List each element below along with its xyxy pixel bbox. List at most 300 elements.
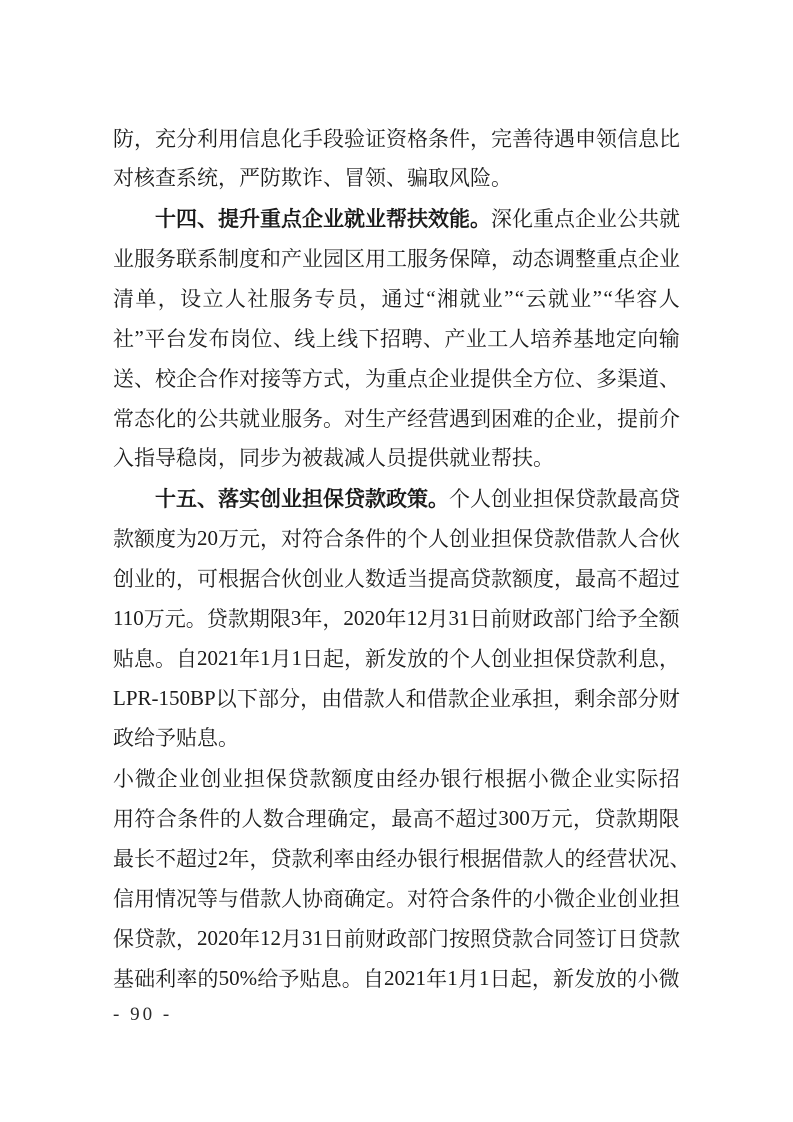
text-token: ， [134, 127, 155, 151]
text-token: 新 [553, 967, 574, 991]
text-token: 人 [617, 527, 638, 551]
text-token: 用 [134, 887, 155, 911]
text-token: 、 [669, 847, 691, 871]
text-token: 当 [407, 567, 428, 591]
text-token: 下 [358, 327, 380, 351]
text-token: 分 [637, 687, 659, 711]
text-token: 贷 [491, 927, 512, 951]
text-token: 重 [386, 367, 407, 391]
text-token: 个 [449, 487, 470, 511]
text-token: 合 [638, 527, 659, 551]
text-token: 经 [375, 847, 397, 871]
text-token: 办 [418, 767, 440, 791]
text-token: 高 [449, 567, 470, 591]
text-token: 上 [315, 327, 337, 351]
text-token: 定 [348, 807, 370, 831]
text-token: 业 [365, 208, 386, 231]
text-token: 剩 [574, 687, 596, 711]
text-token: 业 [222, 767, 244, 791]
text-token: 率 [333, 847, 355, 871]
text-token: 款 [291, 847, 313, 871]
text-token: 比 [659, 127, 680, 151]
text-token: 业 [575, 407, 596, 431]
text-token: 贷 [470, 567, 491, 591]
text-token: 据 [239, 567, 260, 591]
text-token: 情 [155, 887, 176, 911]
text-token: 期 [248, 607, 270, 631]
text-token: 担 [532, 687, 554, 711]
text-token: 元 [164, 607, 186, 631]
text-token: 符 [134, 807, 156, 831]
text-token: 协 [302, 887, 323, 911]
text-token: 。 [185, 607, 207, 631]
text-token: 日 [469, 607, 491, 631]
text-token: 联 [176, 247, 197, 271]
text-token: 务 [155, 247, 176, 271]
text-token: 保 [449, 247, 470, 271]
text-token: 担 [491, 527, 512, 551]
text-token: 年 [239, 647, 260, 671]
text-token: 伙 [281, 567, 302, 591]
text-token: “ [514, 285, 525, 310]
text-token: “ [426, 285, 436, 310]
text-token: 际 [636, 767, 658, 791]
text-token: 重 [533, 207, 554, 231]
text-token: 向 [637, 327, 659, 351]
text-line [113, 518, 680, 558]
text-token: 。 [155, 647, 176, 671]
text-token: 通 [381, 287, 403, 311]
text-token: “ [603, 285, 613, 310]
text-token: 信 [617, 127, 638, 151]
text-token: 贷 [575, 487, 596, 511]
text-token: 业 [481, 287, 503, 311]
text-token: 业 [512, 647, 533, 671]
text-token: 数 [262, 807, 284, 831]
text-token: 小 [637, 967, 659, 991]
text-token: 对 [407, 887, 428, 911]
text-token: 日 [302, 647, 323, 671]
text-token: 1 [291, 645, 302, 670]
text-run: 对核查系统，严防欺诈、冒领、骗取风险。 [113, 166, 512, 190]
text-token: 养 [551, 327, 573, 351]
text-token: 工 [386, 247, 407, 271]
text-token: 云 [525, 287, 547, 311]
text-token: 门 [574, 607, 596, 631]
text-token: 借 [426, 687, 448, 711]
text-token: 人 [344, 567, 365, 591]
text-token: ， [470, 127, 491, 151]
text-token: 手 [302, 127, 323, 151]
text-token: 营 [428, 407, 449, 431]
text-token: 根 [484, 767, 506, 791]
text-token: 企 [302, 208, 323, 231]
text-token: 社 [247, 287, 269, 311]
text-token: 资 [386, 127, 407, 151]
text-token: 自 [176, 647, 197, 671]
text-token: 20 [197, 525, 218, 550]
text-token: 借 [239, 887, 260, 911]
text-token: 业 [593, 767, 615, 791]
text-token: 企 [571, 767, 593, 791]
text-token: 日 [617, 927, 638, 951]
text-token: 小 [533, 887, 554, 911]
text-token: 微 [134, 767, 156, 791]
text-token: 限 [658, 807, 680, 831]
text-token: 验 [344, 127, 365, 151]
text-token: 共 [218, 407, 239, 431]
text-token: 人 [470, 487, 491, 511]
text-token: 12 [406, 605, 428, 630]
text-token: 月 [281, 927, 302, 951]
text-token: 借 [501, 847, 523, 871]
text-token: 产 [444, 327, 466, 351]
text-token: 信 [113, 887, 134, 911]
text-run: 入指导稳岗，同步为被裁减人员提供就业帮扶。 [113, 446, 554, 470]
text-token: 门 [428, 927, 449, 951]
text-token: 段 [323, 127, 344, 151]
text-token: 扶 [407, 208, 428, 231]
text-token: 用 [218, 127, 239, 151]
text-token: 合 [533, 927, 554, 951]
text-token: 业 [596, 207, 617, 231]
text-token: 适 [386, 567, 407, 591]
text-token: 方 [533, 367, 554, 391]
text-token: 保 [113, 927, 134, 951]
text-token: 部 [257, 687, 279, 711]
text-token: 区 [344, 247, 365, 271]
text-token: 人 [241, 807, 263, 831]
text-token: 元 [239, 527, 260, 551]
text-token: 校 [155, 367, 176, 391]
text-token: 业 [178, 767, 200, 791]
text-token: 的 [533, 407, 554, 431]
text-token: ， [553, 687, 575, 711]
text-token: 条 [344, 527, 365, 551]
text-token: 担 [533, 487, 554, 511]
text-token: 务 [302, 407, 323, 431]
text-token: 率 [176, 967, 198, 991]
text-token: 用 [365, 247, 386, 271]
text-token: 业 [323, 567, 344, 591]
text-token: 年 [228, 847, 250, 871]
text-token: 贷 [638, 927, 659, 951]
text-token: 布 [208, 327, 230, 351]
text-token: 保 [554, 647, 575, 671]
text-token: 创 [491, 487, 512, 511]
text-token: 点 [281, 208, 302, 231]
text-token: 款 [522, 847, 544, 871]
text-token: 点 [407, 367, 428, 391]
text-token: 的 [564, 847, 586, 871]
text-token: 借 [342, 687, 364, 711]
text-token: 湘 [436, 287, 458, 311]
text-token: 提 [617, 407, 638, 431]
text-token: 前 [638, 407, 659, 431]
text-token: 态 [533, 247, 554, 271]
text-token: 、 [197, 488, 218, 511]
text-token: 困 [491, 407, 512, 431]
text-token: 聘 [401, 327, 423, 351]
text-token: 部 [616, 687, 638, 711]
text-token: 银 [417, 847, 439, 871]
text-token: 的 [428, 647, 449, 671]
text-token: 高 [412, 807, 434, 831]
text-token: 招 [658, 767, 680, 791]
text-line [113, 158, 680, 198]
text-token: 深 [491, 207, 512, 231]
text-token: 款 [596, 647, 617, 671]
text-token: 遇 [554, 127, 575, 151]
text-token: 与 [218, 887, 239, 911]
text-token: 件 [365, 527, 386, 551]
text-token: 务 [292, 287, 313, 311]
text-line [113, 678, 680, 718]
text-token: 担 [659, 887, 680, 911]
text-token: ， [573, 807, 595, 831]
text-token: 担 [243, 767, 265, 791]
text-token: 月 [427, 607, 449, 631]
text-token: 企 [575, 887, 596, 911]
text-token: 。 [428, 488, 449, 511]
text-token: 过 [476, 807, 498, 831]
text-token: 政 [386, 488, 407, 511]
text-token: ， [531, 967, 553, 991]
text-token: 根 [218, 567, 239, 591]
text-token: 给 [595, 607, 617, 631]
text-token: 线 [337, 327, 359, 351]
text-token: 300 [498, 805, 530, 830]
text-token: 由 [321, 687, 343, 711]
text-token: 格 [407, 127, 428, 151]
text-token: 度 [533, 567, 554, 591]
text-token: 款 [596, 487, 617, 511]
text-token: 借 [575, 527, 596, 551]
text-token: 业 [260, 407, 281, 431]
text-token: 额 [658, 607, 680, 631]
text-token: 起 [323, 647, 344, 671]
text-token: 由 [354, 847, 376, 871]
text-token: 高 [596, 567, 617, 591]
text-token: 发 [574, 967, 596, 991]
text-token: 创 [449, 527, 470, 551]
text-token: 款 [447, 687, 469, 711]
text-token: 额 [331, 767, 353, 791]
text-token: 条 [428, 127, 449, 151]
text-token: 财 [658, 687, 680, 711]
text-line [113, 958, 680, 998]
text-token: 12 [260, 925, 281, 950]
text-token: 年 [239, 927, 260, 951]
text-token: 。 [386, 887, 407, 911]
text-token: 培 [530, 327, 552, 351]
text-token: 待 [533, 127, 554, 151]
text-line [113, 598, 680, 638]
text-token: 障 [470, 247, 491, 271]
text-token: 领 [596, 127, 617, 151]
text-token: 万 [218, 527, 239, 551]
text-token: 岗 [229, 327, 251, 351]
text-token: 额 [512, 567, 533, 591]
text-token: 和 [405, 687, 427, 711]
text-token: 线 [294, 327, 316, 351]
text-token: 五 [176, 488, 197, 511]
text-token: 就 [459, 287, 481, 311]
text-token: 动 [512, 247, 533, 271]
text-token: 企 [575, 207, 596, 231]
text-token: 员 [336, 287, 358, 311]
text-token: 工 [487, 327, 509, 351]
text-token: ， [176, 567, 197, 591]
text-token: 完 [491, 127, 512, 151]
text-token: 化 [512, 207, 533, 231]
text-token: 帮 [386, 208, 407, 231]
text-token: 设 [180, 287, 202, 311]
text-token: 业 [113, 247, 134, 271]
text-token: 企 [554, 407, 575, 431]
text-token: 不 [617, 567, 638, 591]
text-token: 件 [449, 127, 470, 151]
text-token: ， [359, 287, 381, 311]
text-token: 款 [309, 767, 331, 791]
text-token: 位 [554, 367, 575, 391]
text-token: 放 [407, 647, 428, 671]
text-token: 度 [155, 527, 176, 551]
text-token: 超 [638, 567, 659, 591]
text-token: 新 [365, 647, 386, 671]
text-token: 企 [428, 367, 449, 391]
text-token: 过 [197, 847, 218, 871]
text-token: 件 [491, 887, 512, 911]
text-token: 务 [428, 247, 449, 271]
text-token: 合 [155, 807, 177, 831]
text-token: 贴 [113, 647, 134, 671]
text-token: 况 [176, 887, 197, 911]
text-token: 证 [365, 127, 386, 151]
text-token: 合 [323, 527, 344, 551]
text-token: 额 [134, 527, 155, 551]
text-token: 商 [323, 887, 344, 911]
text-token: 31 [448, 605, 470, 630]
text-line [113, 478, 680, 518]
text-token: 业 [470, 527, 491, 551]
text-token: 对 [239, 367, 260, 391]
text-token: 确 [344, 887, 365, 911]
text-token: 款 [596, 527, 617, 551]
text-token: 利 [617, 647, 638, 671]
text-token: 式 [323, 367, 344, 391]
text-token: 常 [113, 407, 134, 431]
text-line [113, 758, 680, 798]
text-token: 贷 [206, 607, 228, 631]
text-token: 到 [470, 407, 491, 431]
text-token: 款 [363, 687, 385, 711]
text-token: 作 [218, 367, 239, 391]
text-token: 业 [512, 487, 533, 511]
text-token: 起 [510, 967, 532, 991]
text-token: 、 [272, 327, 294, 351]
text-token: 过 [403, 287, 425, 311]
text-token: 业 [570, 287, 592, 311]
text-token: 担 [302, 488, 323, 511]
text-token: 企 [468, 687, 490, 711]
text-token: 由 [374, 767, 396, 791]
text-token: 微 [658, 967, 680, 991]
text-token: 状 [627, 847, 649, 871]
text-token: 同 [554, 927, 575, 951]
text-token: 重 [260, 208, 281, 231]
text-line [113, 198, 680, 238]
text-token: 经 [396, 767, 418, 791]
text-token: 地 [594, 327, 616, 351]
text-token: 多 [596, 367, 617, 391]
text-token: 系 [197, 247, 218, 271]
text-token: 息 [134, 647, 155, 671]
text-token: 分 [176, 127, 197, 151]
text-token: 效 [428, 208, 449, 231]
text-token: 财 [511, 607, 533, 631]
text-token: 保 [265, 767, 287, 791]
text-token: 充 [155, 127, 176, 151]
text-token: 3 [290, 605, 302, 630]
text-token: 调 [554, 247, 575, 271]
text-token: 分 [279, 687, 301, 711]
text-token: 送 [113, 367, 134, 391]
text-token: 订 [596, 927, 617, 951]
text-token: 产 [386, 407, 407, 431]
text-token: 款 [365, 488, 386, 511]
text-token: 人 [384, 687, 406, 711]
text-line [113, 438, 680, 478]
text-token: 的 [197, 967, 219, 991]
text-token: 承 [511, 687, 533, 711]
text-token: 1 [260, 645, 271, 670]
text-token: 行 [462, 767, 484, 791]
text-line [113, 238, 680, 278]
text-token: 业 [281, 488, 302, 511]
text-token: 月 [457, 967, 479, 991]
text-token: 点 [554, 207, 575, 231]
text-token: 款 [155, 927, 176, 951]
text-token: 日 [323, 927, 344, 951]
text-token: 合 [197, 367, 218, 391]
text-token: 据 [505, 767, 527, 791]
text-token: 人 [281, 887, 302, 911]
text-token: 超 [455, 807, 477, 831]
text-token: 予 [278, 967, 300, 991]
text-token: 策 [407, 488, 428, 511]
text-token: 确 [327, 807, 349, 831]
text-token: 1 [447, 965, 458, 990]
text-token: 、 [134, 367, 155, 391]
text-token: 微 [554, 887, 575, 911]
text-line [113, 558, 680, 598]
text-token: 基 [113, 967, 134, 991]
text-token: 条 [177, 807, 199, 831]
text-token: 贴 [299, 967, 321, 991]
text-line [113, 638, 680, 678]
text-token: 符 [428, 887, 449, 911]
text-token: 单 [135, 287, 157, 311]
text-token: 为 [176, 527, 197, 551]
text-token: 银 [440, 767, 462, 791]
text-token: 全 [637, 607, 659, 631]
text-token: 款 [227, 607, 249, 631]
text-token: 全 [512, 367, 533, 391]
text-token: 介 [659, 407, 680, 431]
text-token: 2020 [197, 925, 239, 950]
text-token: 年 [385, 607, 407, 631]
